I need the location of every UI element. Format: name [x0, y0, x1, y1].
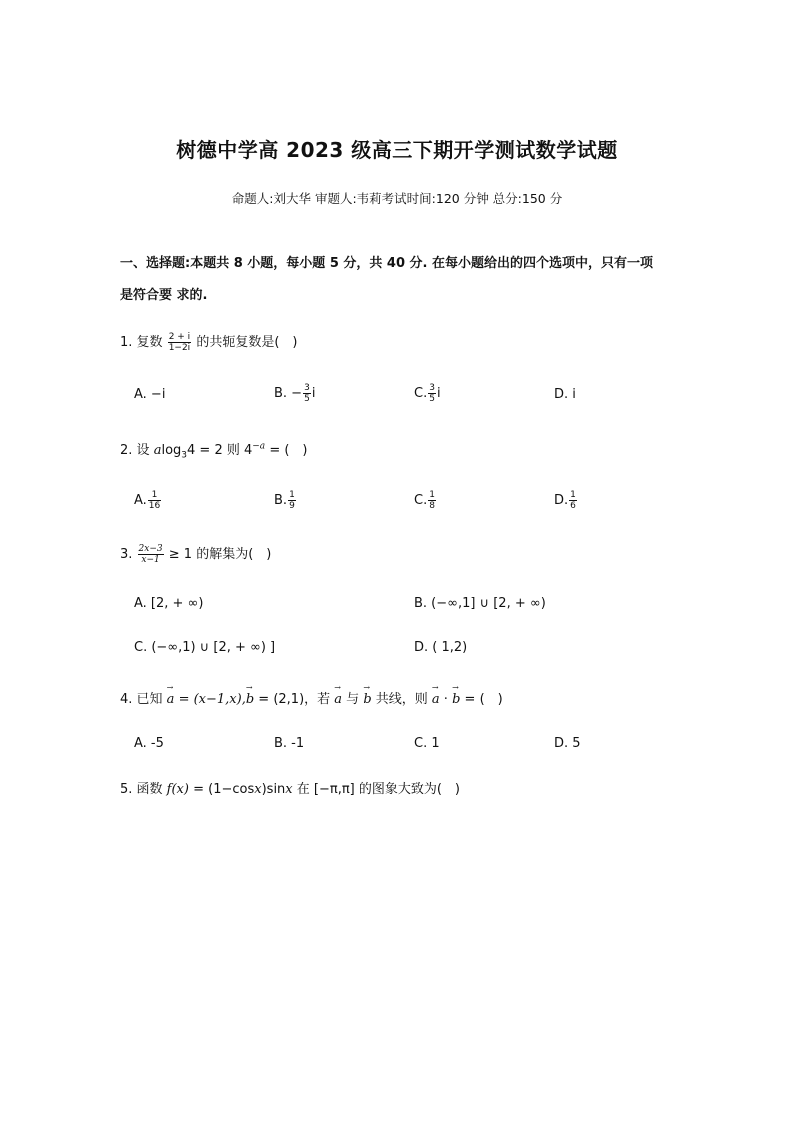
- q3-option-a: A. [2, + ∞): [134, 596, 204, 611]
- q5-text-4: 在 [−π,π] 的图象大致为( ): [292, 782, 461, 797]
- q1-option-b-num: 3: [304, 383, 310, 393]
- q3-option-d: D. ( 1,2): [414, 640, 468, 655]
- q1-option-c-den: 5: [429, 394, 435, 404]
- q1-option-c-frac: [428, 383, 436, 404]
- q1-option-c-num: 3: [429, 383, 435, 393]
- question-5: [120, 778, 460, 797]
- q4-option-c: C. 1: [414, 736, 440, 751]
- q4-part-4: 共线，则: [371, 692, 432, 707]
- q4-option-a: A. -5: [134, 736, 164, 751]
- q4-vector-a-2: → a: [334, 692, 342, 707]
- q2-option-b-label: B.: [274, 493, 288, 508]
- q2-option-d-den: 6: [570, 501, 576, 511]
- q4-vector-a: → a: [167, 692, 175, 707]
- q3-frac-den: x−1: [141, 555, 160, 565]
- q5-fx: f(x): [166, 782, 189, 797]
- q3-frac-num: 2x−3: [138, 544, 163, 554]
- q2-option-a-num: 1: [148, 490, 161, 501]
- q2-option-d-frac: [569, 490, 577, 511]
- q5-text-1: 5. 函数: [120, 782, 167, 797]
- q4-vector-b: → b: [246, 692, 254, 707]
- q2-option-d: [554, 490, 578, 511]
- q3-fraction: [138, 544, 164, 565]
- q1-option-c-label: C.: [414, 386, 428, 401]
- section-heading-line2: 是符合要 求的.: [120, 288, 208, 303]
- q4-part-1: = (x−1,x),: [174, 692, 246, 707]
- q1-option-c: [414, 383, 441, 404]
- q1-option-b-tail: i: [311, 386, 316, 401]
- q2-option-d-num: 1: [570, 490, 576, 500]
- q4-prefix: 4. 已知: [120, 692, 167, 707]
- q1-suffix: 的共轭复数是( ): [196, 335, 298, 350]
- q3-option-c: C. (−∞,1) ∪ [2, + ∞) ]: [134, 640, 276, 655]
- q2-option-a-frac: [148, 490, 161, 511]
- q1-frac-den: 1−2i: [168, 343, 191, 353]
- q1-option-d: D. i: [554, 387, 576, 402]
- q4-option-b: B. -1: [274, 736, 305, 751]
- q5-x-2: x: [285, 782, 293, 797]
- question-2: [120, 439, 308, 461]
- q2-var-a: a: [153, 443, 162, 458]
- q4-part-2: = (2,1)，若: [254, 692, 335, 707]
- q4-vector-a-3: → a: [432, 692, 440, 707]
- q2-option-c-frac: [428, 490, 436, 511]
- q4-part-3: 与: [342, 692, 364, 707]
- q4-part-6: = ( ): [460, 692, 503, 707]
- q2-option-a-den: 16: [148, 501, 161, 511]
- q2-option-a: [134, 490, 162, 511]
- q2-option-b: [274, 490, 297, 511]
- q3-suffix: ≥ 1 的解集为( ): [168, 547, 272, 562]
- section-heading-line1: 一、选择题:本题共 8 小题，每小题 5 分，共 40 分. 在每小题给出的四个选项中，只有一项: [120, 256, 654, 271]
- question-1: [120, 331, 297, 353]
- q5-x-1: x: [254, 782, 262, 797]
- q2-mid: 4 = 2 则 4: [187, 443, 253, 458]
- q3-option-b: B. (−∞,1] ∪ [2, + ∞): [414, 596, 546, 611]
- question-4: [120, 688, 503, 707]
- q5-text-2: = (1−cos: [188, 782, 255, 797]
- q2-option-c-den: 8: [429, 501, 435, 511]
- q1-option-b-den: 5: [304, 394, 310, 404]
- q1-option-b-label: B. −: [274, 386, 303, 401]
- q2-option-c-label: C.: [414, 493, 428, 508]
- q2-log-base: 3: [181, 450, 188, 461]
- q1-prefix: 1. 复数: [120, 335, 163, 350]
- q1-option-b-frac: [303, 383, 311, 404]
- q2-option-c-num: 1: [429, 490, 435, 500]
- question-3: [120, 543, 271, 565]
- q2-option-d-label: D.: [554, 493, 569, 508]
- q2-option-b-num: 1: [289, 490, 295, 500]
- q2-suffix: = ( ): [265, 443, 308, 458]
- page-title: 树德中学高 2023 级高三下期开学测试数学试题: [176, 138, 618, 162]
- q2-option-b-den: 9: [289, 501, 295, 511]
- q4-vector-b-2: → b: [363, 692, 371, 707]
- q2-log: log: [161, 443, 182, 458]
- q4-vector-b-3: → b: [452, 692, 460, 707]
- q1-option-a: A. −i: [134, 387, 166, 402]
- q2-option-b-frac: [288, 490, 296, 511]
- q1-option-c-tail: i: [436, 386, 441, 401]
- q1-frac-num: 2 + i: [168, 332, 191, 342]
- q2-option-c: [414, 490, 437, 511]
- q2-option-a-label: A.: [134, 493, 147, 508]
- q4-option-d: D. 5: [554, 736, 581, 751]
- q3-prefix: 3.: [120, 547, 133, 562]
- exam-meta: 命题人:刘大华 审题人:韦莉考试时间:120 分钟 总分:150 分: [231, 191, 563, 206]
- q1-option-b: [274, 383, 315, 404]
- q4-part-5: ·: [439, 692, 453, 707]
- q2-prefix: 2. 设: [120, 443, 150, 458]
- q5-text-3: )sin: [261, 782, 286, 797]
- q2-exponent: −a: [252, 441, 266, 452]
- q1-fraction: [168, 332, 192, 353]
